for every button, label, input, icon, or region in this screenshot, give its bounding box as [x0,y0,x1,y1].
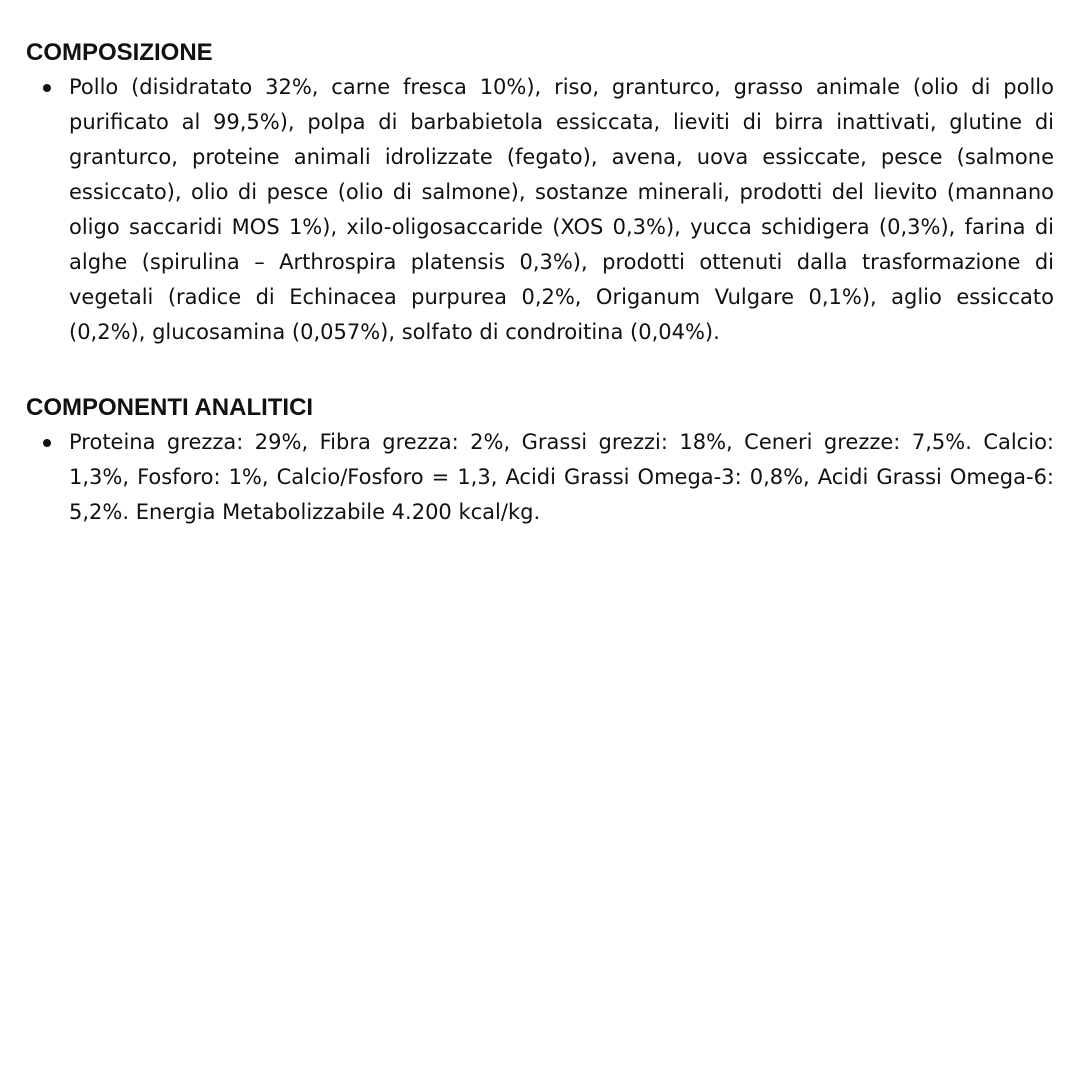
section-spacer [26,350,1054,391]
analytical-components-heading: COMPONENTI ANALITICI [26,394,314,421]
bullet-icon [43,439,51,447]
product-info-document [26,36,1054,530]
composition-heading: COMPOSIZIONE [26,39,213,66]
analytical-components-section [26,391,1054,530]
analytical-components-text: Proteina grezza: 29%, Fibra grezza: 2%, Grassi grezzi: 18%, Ceneri grezze: 7,5%. Calcio: 1,3%, Fosforo: 1%, Calcio/Fosforo = 1,3, Acidi Grassi Omega-3: 0,8%, Acidi Grassi Omega-6: 5,2%. Energia Metabolizzabile 4.200 kcal/kg. [69,430,1054,524]
analytical-components-item [26,425,1054,530]
composition-text: Pollo (disidratato 32%, carne fresca 10%), riso, granturco, grasso animale (olio di pollo purificato al 99,5%), polpa di barbabietola essiccata, lieviti di birra inattivati, glutine di granturco, proteine animali idrolizzate (fegato), avena, uova essiccate, pesce (salmone essiccato), olio di pesce (olio di salmone), sostanze minerali, prodotti del lievito (mannano oligo saccaridi MOS 1%), xilo-oligosaccaride (XOS 0,3%), yucca schidigera (0,3%), farina di alghe (spirulina – Arthrospira platensis 0,3%), prodotti ottenuti dalla trasformazione di vegetali (radice di Echinacea purpurea 0,2%, Origanum Vulgare 0,1%), aglio essiccato (0,2%), glucosamina (0,057%), solfato di condroitina (0,04%). [69,75,1054,344]
bullet-icon [43,84,51,92]
composition-section [26,36,1054,350]
composition-item [26,70,1054,350]
composition-list [26,70,1054,350]
analytical-components-list [26,425,1054,530]
